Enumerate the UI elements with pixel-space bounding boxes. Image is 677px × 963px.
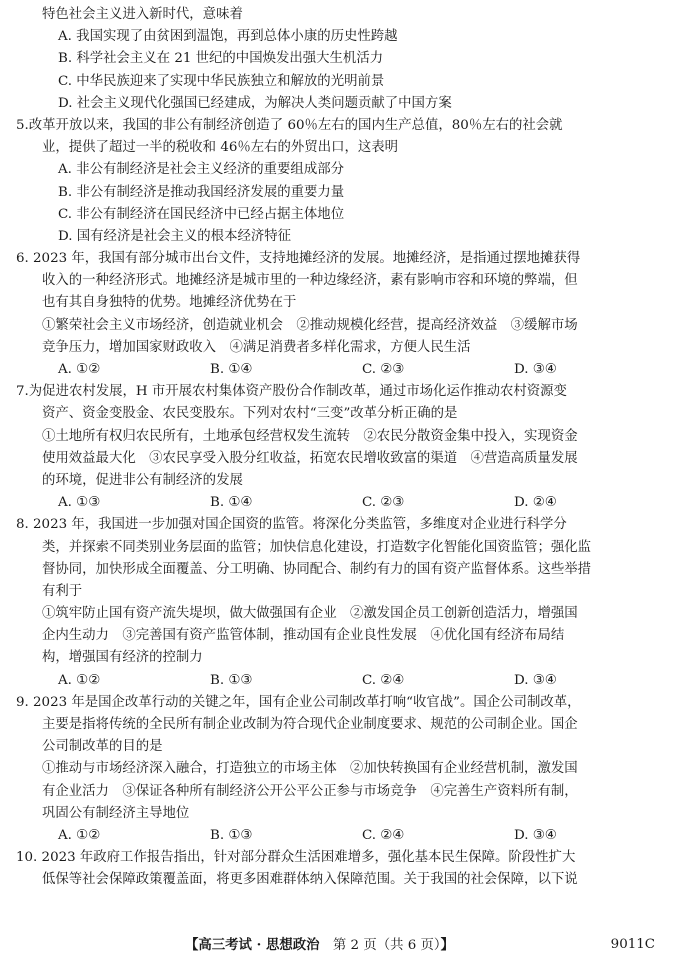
question-stem-line: 7.为促进农村发展，H 市开展农村集体资产股份合作制改革，通过市场化运作推动农村资源变	[16, 384, 567, 400]
page-content	[16, 4, 666, 892]
statement-line: 企内生动力 ③完善国有资产监管体制，推动国有企业良性发展 ④优化国有经济布局结	[42, 628, 565, 644]
statement-line: ①筑牢防止国有资产流失堤坝，做大做强国有企业 ②激发国企员工创新创造活力，增强国	[42, 606, 578, 622]
option-d: D. 国有经济是社会主义的根本经济特征	[58, 228, 292, 244]
option-b: B. 非公有制经济是推动我国经济发展的重要力量	[58, 184, 345, 200]
choice-c: C. ②③	[362, 495, 405, 511]
question-stem-line: 也有其自身独特的优势。地摊经济优势在于	[42, 295, 297, 311]
question-stem-line: 类，并探索不同类别业务层面的监管；加快信息化建设，打造数字化智能化国资监管；强化监	[42, 539, 592, 555]
question-stem-line: 收入的一种经济形式。地摊经济是城市里的一种边缘经济，素有影响市容和环境的弊端，但	[42, 273, 578, 289]
statement-line: 使用效益最大化 ③农民享受入股分红收益，拓宽农民增收致富的渠道 ④营造高质量发展	[42, 450, 578, 466]
choice-a: A. ①③	[58, 495, 101, 511]
question-5	[16, 115, 666, 248]
option-a: A. 我国实现了由贫困到温饱，再到总体小康的历史性跨越	[58, 29, 398, 45]
choice-d: D. ③④	[514, 827, 557, 843]
footer-exam-title: 【高三考试 · 思想政治	[185, 937, 320, 953]
question-8	[16, 514, 666, 692]
question-stem-line: 有利于	[42, 583, 83, 599]
answer-choices	[16, 670, 666, 692]
choice-a: A. ①②	[58, 827, 101, 843]
answer-choices	[16, 825, 666, 847]
choice-b: B. ①④	[210, 362, 253, 377]
question-9	[16, 692, 666, 847]
option-a: A. 非公有制经济是社会主义经济的重要组成部分	[58, 162, 344, 178]
choice-d: D. ②④	[514, 495, 557, 511]
choice-c: C. ②④	[362, 672, 405, 688]
statement-line: 有企业活力 ③保证各种所有制经济公开公平公正参与市场竞争 ④完善生产资料所有制，	[42, 783, 578, 799]
answer-choices	[16, 492, 666, 514]
question-stem-line: 特色社会主义进入新时代，意味着	[42, 7, 243, 22]
option-d: D. 社会主义现代化强国已经建成，为解决人类问题贡献了中国方案	[58, 95, 452, 111]
statement-line: ①繁荣社会主义市场经济，创造就业机会 ②推动规模化经营，提高经济效益 ③缓解市场	[42, 317, 578, 333]
choice-c: C. ②③	[362, 362, 405, 377]
footer-page-number: 第 2 页（共 6 页）	[332, 938, 441, 953]
question-4	[16, 4, 666, 115]
choice-b: B. ①③	[210, 827, 253, 843]
page-footer	[0, 934, 677, 956]
question-stem-line: 10. 2023 年政府工作报告指出，针对部分群众生活困难增多，强化基本民生保障。阶段性扩大	[16, 850, 576, 866]
choice-c: C. ②④	[362, 827, 405, 843]
question-7	[16, 381, 666, 514]
question-6	[16, 248, 666, 381]
question-stem-line: 督协同，加快形成全面覆盖、分工明确、协同配合、制约有力的国有资产监督体系。这些举措	[42, 561, 592, 577]
choice-b: B. ①③	[210, 672, 253, 688]
footer-bracket: 】	[440, 937, 455, 953]
question-stem-line: 资产、资金变股金、农民变股东。下列对农村“三变”改革分析正确的是	[42, 406, 458, 422]
question-stem-line: 6. 2023 年，我国有部分城市出台文件，支持地摊经济的发展。地摊经济，是指通过摆地摊获得	[16, 251, 581, 267]
statement-line: 的环境，促进非公有制经济的发展	[42, 472, 243, 488]
statement-line: 巩固公有制经济主导地位	[42, 805, 190, 821]
statement-line: ①推动与市场经济深入融合，打造独立的市场主体 ②加快转换国有企业经营机制，激发国	[42, 761, 578, 777]
question-stem-line: 公司制改革的目的是	[42, 739, 163, 755]
question-stem-line: 9. 2023 年是国企改革行动的关键之年，国有企业公司制改革打响“收官战”。国企公司制改革，	[16, 694, 581, 710]
option-b: B. 科学社会主义在 21 世纪的中国焕发出强大生机活力	[58, 51, 384, 67]
question-stem-line: 8. 2023 年，我国进一步加强对国企国资的监管。将深化分类监管，多维度对企业进行科学分	[16, 517, 567, 533]
choice-a: A. ①②	[58, 672, 101, 688]
footer-paper-code: 9011C	[610, 937, 655, 952]
choice-d: D. ③④	[514, 362, 557, 377]
choice-a: A. ①②	[58, 362, 101, 377]
question-stem-line: 低保等社会保障政策覆盖面，将更多困难群体纳入保障范围。关于我国的社会保障，以下说	[42, 872, 578, 888]
question-stem-line: 主要是指将传统的全民所有制企业改制为符合现代企业制度要求、规范的公司制企业。国企	[42, 717, 578, 732]
statement-line: 构，增强国有经济的控制力	[42, 650, 203, 666]
option-c: C. 中华民族迎来了实现中华民族独立和解放的光明前景	[58, 73, 385, 89]
statement-line: ①土地所有权归农民所有，土地承包经营权发生流转 ②农民分散资金集中投入，实现资金	[42, 428, 578, 444]
answer-choices	[16, 359, 666, 381]
question-10	[16, 847, 666, 891]
question-stem-line: 业，提供了超过一半的税收和 46％左右的外贸出口，这表明	[42, 140, 399, 156]
statement-line: 竞争压力，增加国家财政收入 ④满足消费者多样化需求，方便人民生活	[42, 339, 471, 355]
choice-d: D. ③④	[514, 672, 557, 688]
footer-exam-info	[185, 934, 454, 957]
question-stem-line: 5.改革开放以来，我国的非公有制经济创造了 60％左右的国内生产总值，80％左右的社会就	[16, 117, 563, 133]
option-c: C. 非公有制经济在国民经济中已经占据主体地位	[58, 206, 345, 222]
choice-b: B. ①④	[210, 495, 253, 511]
